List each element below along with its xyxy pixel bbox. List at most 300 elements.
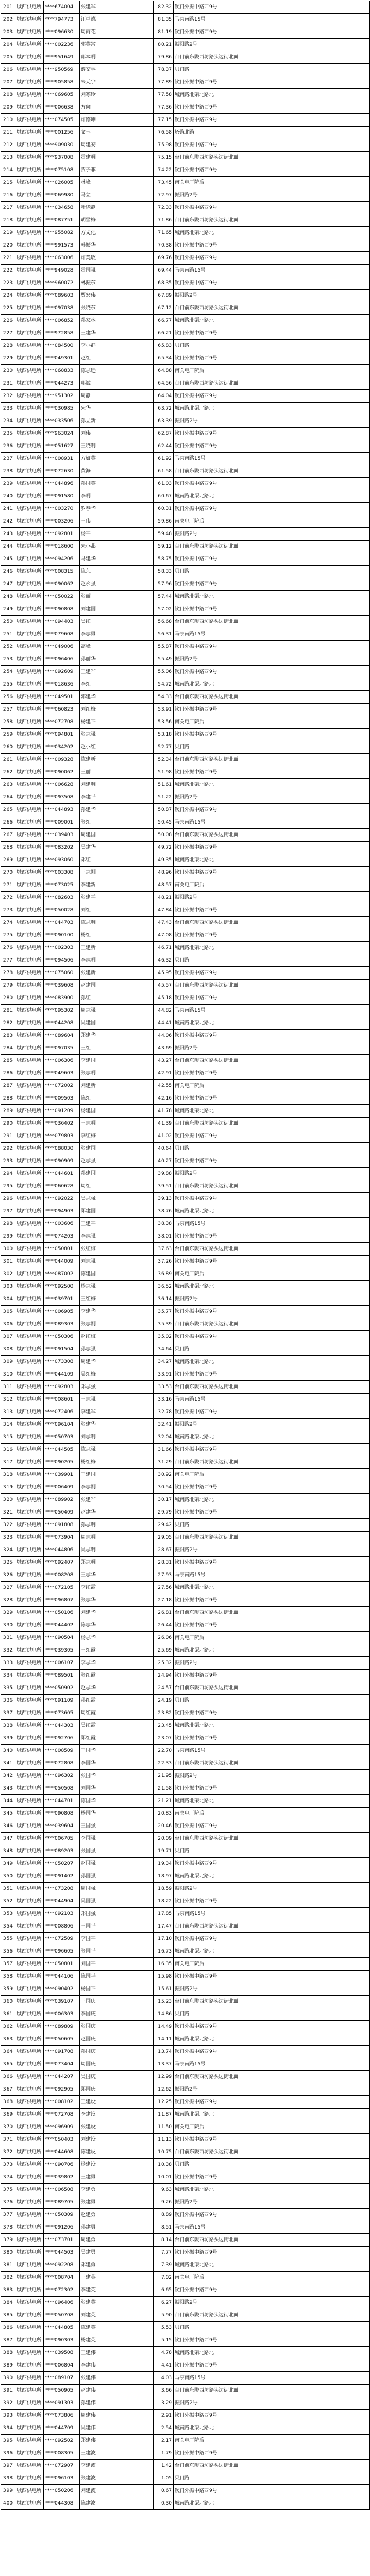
note-cell [253, 2259, 370, 2272]
account-number-cell: ****092208 [44, 2259, 80, 2272]
account-number-cell: ****049301 [44, 352, 80, 365]
note-cell [253, 2309, 370, 2322]
arrears-amount-cell: 73.45 [154, 177, 174, 189]
arrears-amount-cell: 49.35 [154, 854, 174, 867]
table-row [1, 1682, 370, 1695]
address-cell: 南关电厂院后 [174, 365, 253, 377]
note-cell [253, 453, 370, 465]
supply-unit-cell: 城西供电所 [15, 377, 44, 390]
note-cell [253, 1080, 370, 1092]
supply-unit-cell: 城西供电所 [15, 1419, 44, 1431]
table-row [1, 377, 370, 390]
supply-unit-cell: 城西供电所 [15, 1582, 44, 1594]
customer-name-cell: 郑建华 [80, 1030, 154, 1042]
table-row [1, 1644, 370, 1657]
address-cell: 钦门外振中路西9号 [174, 992, 253, 1005]
customer-name-cell: 刘建国 [80, 603, 154, 616]
supply-unit-cell: 城西供电所 [15, 1920, 44, 1933]
table-row [1, 904, 370, 917]
customer-name-cell: 张建伟 [80, 2372, 154, 2385]
address-cell: 台门前东陇西坊路头边街北面 [174, 1682, 253, 1695]
supply-unit-cell: 城西供电所 [15, 1168, 44, 1180]
row-number-cell: 333 [1, 1657, 15, 1670]
note-cell [253, 628, 370, 641]
note-cell [253, 1406, 370, 1419]
account-number-cell: ****090062 [44, 578, 80, 591]
address-cell: 钦门外振中路西9号 [174, 1670, 253, 1682]
address-cell: 钦门外振中路西9号 [174, 2447, 253, 2460]
arrears-amount-cell: 18.59 [154, 1883, 174, 1895]
supply-unit-cell: 城西供电所 [15, 1532, 44, 1544]
arrears-amount-cell: 26.44 [154, 1619, 174, 1632]
table-row [1, 1883, 370, 1895]
table-row [1, 1619, 370, 1632]
note-cell [253, 177, 370, 189]
row-number-cell: 224 [1, 290, 15, 302]
supply-unit-cell: 城西供电所 [15, 1657, 44, 1670]
note-cell [253, 202, 370, 214]
supply-unit-cell: 城西供电所 [15, 189, 44, 202]
address-cell: 城南路北渠北路北 [174, 2184, 253, 2196]
table-row [1, 1456, 370, 1469]
table-row [1, 779, 370, 791]
address-cell: 钦门外振中路西9号 [174, 2334, 253, 2347]
row-number-cell: 386 [1, 2322, 15, 2334]
arrears-amount-cell: 9.63 [154, 2184, 174, 2196]
table-row [1, 2121, 370, 2134]
arrears-amount-cell: 50.87 [154, 804, 174, 816]
row-number-cell: 255 [1, 678, 15, 691]
arrears-amount-cell: 26.06 [154, 1632, 174, 1644]
customer-name-cell: 杨建平 [80, 716, 154, 729]
table-row [1, 101, 370, 114]
supply-unit-cell: 城西供电所 [15, 139, 44, 152]
row-number-cell: 264 [1, 791, 15, 804]
address-cell: 钦门外振中路西9号 [174, 1820, 253, 1833]
supply-unit-cell: 城西供电所 [15, 227, 44, 239]
supply-unit-cell: 城西供电所 [15, 653, 44, 666]
account-number-cell: ****049006 [44, 641, 80, 653]
customer-name-cell: 叶晓静 [80, 202, 154, 214]
customer-name-cell: 李建军 [80, 1406, 154, 1419]
table-row [1, 1180, 370, 1193]
address-cell: 南关电厂院后 [174, 1808, 253, 1820]
supply-unit-cell: 城西供电所 [15, 152, 44, 164]
account-number-cell: ****006628 [44, 779, 80, 791]
address-cell: 城南路北渠北路北 [174, 89, 253, 101]
customer-name-cell: 周建国 [80, 829, 154, 842]
account-number-cell: ****073404 [44, 2058, 80, 2071]
note-cell [253, 867, 370, 879]
note-cell [253, 2008, 370, 2021]
account-number-cell: ****039608 [44, 980, 80, 992]
address-cell: 钦门外振中路西9号 [174, 440, 253, 453]
account-number-cell: ****097038 [44, 302, 80, 315]
account-number-cell: ****044601 [44, 1168, 80, 1180]
account-number-cell: ****072105 [44, 1582, 80, 1594]
row-number-cell: 211 [1, 127, 15, 139]
arrears-amount-cell: 37.26 [154, 1256, 174, 1268]
row-number-cell: 382 [1, 2272, 15, 2284]
address-cell: 台门前东陇西坊路头边街北面 [174, 1318, 253, 1331]
customer-name-cell: 杨志强 [80, 1281, 154, 1293]
supply-unit-cell: 城西供电所 [15, 352, 44, 365]
account-number-cell: ****950569 [44, 64, 80, 76]
table-row [1, 829, 370, 842]
address-cell: 贝门路 [174, 741, 253, 754]
row-number-cell: 235 [1, 428, 15, 440]
customer-name-cell: 朱天宇 [80, 76, 154, 89]
supply-unit-cell: 城西供电所 [15, 239, 44, 252]
arrears-amount-cell: 21.21 [154, 1795, 174, 1808]
row-number-cell: 372 [1, 2146, 15, 2159]
row-number-cell: 257 [1, 704, 15, 716]
supply-unit-cell: 城西供电所 [15, 1143, 44, 1155]
customer-name-cell: 陈国平 [80, 1971, 154, 1983]
supply-unit-cell: 城西供电所 [15, 1908, 44, 1920]
supply-unit-cell: 城西供电所 [15, 1795, 44, 1808]
account-number-cell: ****044608 [44, 2146, 80, 2159]
account-number-cell: ****096605 [44, 1945, 80, 1958]
table-row [1, 553, 370, 566]
address-cell: 钦门外振中路西9号 [174, 2134, 253, 2146]
supply-unit-cell: 城西供电所 [15, 1732, 44, 1745]
account-number-cell: ****009328 [44, 754, 80, 766]
customer-name-cell: 林振东 [80, 277, 154, 290]
table-row [1, 1996, 370, 2008]
row-number-cell: 273 [1, 904, 15, 917]
table-row [1, 1770, 370, 1782]
note-cell [253, 64, 370, 76]
customer-name-cell: 郑国强 [80, 1908, 154, 1920]
arrears-amount-cell: 18.97 [154, 1870, 174, 1883]
arrears-amount-cell: 60.67 [154, 490, 174, 503]
address-cell: 钦门外振中路西9号 [174, 390, 253, 403]
customer-name-cell: 李建伟 [80, 2359, 154, 2372]
address-cell: 台门前东陇西坊路头边街北面 [174, 1243, 253, 1256]
arrears-amount-cell: 40.64 [154, 1143, 174, 1155]
row-number-cell: 328 [1, 1594, 15, 1607]
row-number-cell: 262 [1, 766, 15, 779]
arrears-amount-cell: 17.85 [154, 1908, 174, 1920]
table-row [1, 1908, 370, 1920]
address-cell: 贝门路 [174, 1343, 253, 1356]
row-number-cell: 286 [1, 1067, 15, 1080]
customer-name-cell: 张国强 [80, 1845, 154, 1858]
address-cell: 钦门外振中路西9号 [174, 729, 253, 741]
arrears-amount-cell: 39.51 [154, 1180, 174, 1193]
table-row [1, 2021, 370, 2033]
customer-name-cell: 赵小红 [80, 741, 154, 754]
arrears-amount-cell: 2.91 [154, 2410, 174, 2422]
arrears-amount-cell: 49.72 [154, 842, 174, 854]
supply-unit-cell: 城西供电所 [15, 2447, 44, 2460]
account-number-cell: ****096630 [44, 26, 80, 39]
note-cell [253, 2247, 370, 2259]
row-number-cell: 346 [1, 1820, 15, 1833]
customer-name-cell: 赵红梅 [80, 1331, 154, 1343]
arrears-amount-cell: 32.41 [154, 1419, 174, 1431]
customer-name-cell: 周国庆 [80, 2058, 154, 2071]
customer-name-cell: 贾宏伟 [80, 290, 154, 302]
table-row [1, 1808, 370, 1820]
account-number-cell: ****087751 [44, 214, 80, 227]
customer-name-cell: 吴国庆 [80, 2071, 154, 2083]
row-number-cell: 331 [1, 1632, 15, 1644]
address-cell: 南关电厂院后 [174, 515, 253, 528]
arrears-amount-cell: 24.19 [154, 1695, 174, 1707]
row-number-cell: 315 [1, 1431, 15, 1444]
note-cell [253, 2221, 370, 2234]
customer-name-cell: 孙红霞 [80, 1695, 154, 1707]
table-row [1, 867, 370, 879]
arrears-amount-cell: 33.53 [154, 1381, 174, 1394]
table-row [1, 239, 370, 252]
customer-name-cell: 陈红 [80, 1092, 154, 1105]
account-number-cell: ****050508 [44, 1782, 80, 1795]
row-number-cell: 267 [1, 829, 15, 842]
note-cell [253, 2497, 370, 2510]
table-row [1, 1757, 370, 1770]
address-cell: 钦门外振中路西9号 [174, 503, 253, 515]
row-number-cell: 210 [1, 114, 15, 127]
address-cell: 钦门外振中路西9号 [174, 1933, 253, 1945]
table-row [1, 954, 370, 967]
row-number-cell: 369 [1, 2109, 15, 2121]
row-number-cell: 348 [1, 1845, 15, 1858]
note-cell [253, 741, 370, 754]
row-number-cell: 220 [1, 239, 15, 252]
address-cell: 南关电厂院后 [174, 1958, 253, 1971]
supply-unit-cell: 城西供电所 [15, 1682, 44, 1695]
customer-name-cell: 杨国平 [80, 1983, 154, 1996]
customer-name-cell: 李建勇 [80, 2184, 154, 2196]
address-cell: 钦门外振中路西9号 [174, 114, 253, 127]
arrears-amount-cell: 16.35 [154, 1958, 174, 1971]
supply-unit-cell: 城西供电所 [15, 892, 44, 904]
supply-unit-cell: 城西供电所 [15, 1820, 44, 1833]
supply-unit-cell: 城西供电所 [15, 1782, 44, 1795]
address-cell: 马泉南路15号 [174, 265, 253, 277]
note-cell [253, 528, 370, 541]
address-cell: 马泉南路15号 [174, 1569, 253, 1582]
table-row [1, 1343, 370, 1356]
customer-name-cell: 张建勇 [80, 2196, 154, 2209]
row-number-cell: 236 [1, 440, 15, 453]
customer-name-cell: 黄海 [80, 465, 154, 478]
table-row [1, 653, 370, 666]
address-cell: 振阳路2号 [174, 892, 253, 904]
account-number-cell: ****002236 [44, 39, 80, 51]
supply-unit-cell: 城西供电所 [15, 1042, 44, 1055]
account-number-cell: ****063006 [44, 252, 80, 265]
supply-unit-cell: 城西供电所 [15, 1895, 44, 1908]
address-cell: 振阳路2号 [174, 189, 253, 202]
address-cell: 振阳路2号 [174, 653, 253, 666]
supply-unit-cell: 城西供电所 [15, 578, 44, 591]
note-cell [253, 1143, 370, 1155]
customer-name-cell: 方文化 [80, 227, 154, 239]
arrears-amount-cell: 79.86 [154, 51, 174, 64]
supply-unit-cell: 城西供电所 [15, 1544, 44, 1557]
note-cell [253, 26, 370, 39]
row-number-cell: 340 [1, 1745, 15, 1757]
supply-unit-cell: 城西供电所 [15, 1594, 44, 1607]
customer-name-cell: 李小群 [80, 340, 154, 352]
customer-name-cell: 张丽 [80, 591, 154, 603]
arrears-amount-cell: 43.69 [154, 1042, 174, 1055]
arrears-amount-cell: 64.56 [154, 377, 174, 390]
supply-unit-cell: 城西供电所 [15, 478, 44, 490]
table-row [1, 2221, 370, 2234]
note-cell [253, 503, 370, 515]
customer-name-cell: 王红 [80, 1042, 154, 1055]
supply-unit-cell: 城西供电所 [15, 2184, 44, 2196]
table-row [1, 729, 370, 741]
note-cell [253, 139, 370, 152]
table-row [1, 892, 370, 904]
account-number-cell: ****003606 [44, 1218, 80, 1230]
arrears-amount-cell: 21.58 [154, 1782, 174, 1795]
customer-name-cell: 张建军 [80, 1494, 154, 1506]
account-number-cell: ****044709 [44, 2422, 80, 2435]
arrears-amount-cell: 25.69 [154, 1644, 174, 1657]
supply-unit-cell: 城西供电所 [15, 1318, 44, 1331]
arrears-amount-cell: 8.14 [154, 2234, 174, 2247]
account-number-cell: ****039701 [44, 1293, 80, 1306]
account-number-cell: ****074505 [44, 114, 80, 127]
customer-name-cell: 林峰 [80, 177, 154, 189]
address-cell: 南关电厂院后 [174, 716, 253, 729]
address-cell: 台门前东陇西坊路头边街北面 [174, 152, 253, 164]
account-number-cell: ****050028 [44, 904, 80, 917]
table-row [1, 1557, 370, 1569]
note-cell [253, 1945, 370, 1958]
arrears-amount-cell: 59.86 [154, 515, 174, 528]
address-cell: 钦门外振中路西9号 [174, 641, 253, 653]
customer-name-cell: 张建新 [80, 967, 154, 980]
row-number-cell: 357 [1, 1958, 15, 1971]
row-number-cell: 396 [1, 2447, 15, 2460]
arrears-amount-cell: 12.62 [154, 2083, 174, 2096]
supply-unit-cell: 城西供电所 [15, 365, 44, 377]
row-number-cell: 342 [1, 1770, 15, 1782]
arrears-amount-cell: 27.56 [154, 1582, 174, 1594]
arrears-amount-cell: 77.15 [154, 114, 174, 127]
supply-unit-cell: 城西供电所 [15, 1745, 44, 1757]
address-cell: 振阳路2号 [174, 290, 253, 302]
arrears-amount-cell: 9.26 [154, 2196, 174, 2209]
address-cell: 钦门外振中路西9号 [174, 1406, 253, 1419]
row-number-cell: 253 [1, 653, 15, 666]
address-cell: 钦门外振中路西9号 [174, 2096, 253, 2109]
account-number-cell: ****034658 [44, 202, 80, 214]
arrears-amount-cell: 72.97 [154, 189, 174, 202]
address-cell: 城南路北渠北路北 [174, 1795, 253, 1808]
arrears-amount-cell: 3.66 [154, 2385, 174, 2397]
customer-name-cell: 马立 [80, 189, 154, 202]
address-cell: 贝门路 [174, 954, 253, 967]
account-number-cell: ****039305 [44, 1644, 80, 1657]
address-cell: 钦门外振中路西9号 [174, 1481, 253, 1494]
account-number-cell: ****008931 [44, 453, 80, 465]
arrears-amount-cell: 30.54 [154, 1481, 174, 1494]
address-cell: 钦门外振中路西9号 [174, 2209, 253, 2221]
note-cell [253, 2359, 370, 2372]
customer-name-cell: 王晓明 [80, 440, 154, 453]
arrears-amount-cell: 44.06 [154, 1030, 174, 1042]
note-cell [253, 290, 370, 302]
supply-unit-cell: 城西供电所 [15, 1644, 44, 1657]
supply-unit-cell: 城西供电所 [15, 490, 44, 503]
address-cell: 城南路北渠北路北 [174, 2422, 253, 2435]
address-cell: 钦门外振中路西9号 [174, 2021, 253, 2033]
table-row [1, 842, 370, 854]
account-number-cell: ****094506 [44, 954, 80, 967]
arrears-amount-cell: 25.32 [154, 1657, 174, 1670]
arrears-amount-cell: 67.89 [154, 290, 174, 302]
supply-unit-cell: 城西供电所 [15, 942, 44, 954]
note-cell [253, 440, 370, 453]
row-number-cell: 360 [1, 1996, 15, 2008]
address-cell: 钦门外振中路西9号 [174, 2046, 253, 2058]
table-row [1, 791, 370, 804]
arrears-amount-cell: 47.84 [154, 904, 174, 917]
customer-name-cell: 孙志强 [80, 1343, 154, 1356]
table-row [1, 2033, 370, 2046]
account-number-cell: ****092103 [44, 1908, 80, 1920]
table-row [1, 1318, 370, 1331]
row-number-cell: 350 [1, 1870, 15, 1883]
row-number-cell: 265 [1, 804, 15, 816]
note-cell [253, 1118, 370, 1130]
row-number-cell: 300 [1, 1243, 15, 1256]
customer-name-cell: 周建安 [80, 139, 154, 152]
row-number-cell: 317 [1, 1456, 15, 1469]
account-number-cell: ****006905 [44, 1306, 80, 1318]
note-cell [253, 1644, 370, 1657]
table-row [1, 1469, 370, 1481]
address-cell: 钦门外振中路西9号 [174, 904, 253, 917]
arrears-amount-cell: 54.72 [154, 678, 174, 691]
note-cell [253, 729, 370, 741]
supply-unit-cell: 城西供电所 [15, 1971, 44, 1983]
address-cell: 振阳路2号 [174, 1657, 253, 1670]
row-number-cell: 295 [1, 1180, 15, 1193]
supply-unit-cell: 城西供电所 [15, 616, 44, 628]
customer-name-cell: 张国庆 [80, 2021, 154, 2033]
note-cell [253, 1745, 370, 1757]
note-cell [253, 1770, 370, 1782]
account-number-cell: ****050801 [44, 1243, 80, 1256]
arrears-amount-cell: 55.49 [154, 653, 174, 666]
row-number-cell: 208 [1, 89, 15, 101]
arrears-amount-cell: 13.37 [154, 2058, 174, 2071]
address-cell: 钦门外振中路西9号 [174, 1368, 253, 1381]
row-number-cell: 216 [1, 189, 15, 202]
account-number-cell: ****044904 [44, 1895, 80, 1908]
supply-unit-cell: 城西供电所 [15, 1506, 44, 1519]
account-number-cell: ****008509 [44, 1745, 80, 1757]
table-row [1, 1218, 370, 1230]
row-number-cell: 270 [1, 867, 15, 879]
supply-unit-cell: 城西供电所 [15, 1808, 44, 1820]
customer-name-cell: 马建华 [80, 553, 154, 566]
supply-unit-cell: 城西供电所 [15, 2372, 44, 2385]
row-number-cell: 381 [1, 2259, 15, 2272]
customer-name-cell: 高峰 [80, 641, 154, 653]
customer-name-cell: 周建华 [80, 1356, 154, 1368]
